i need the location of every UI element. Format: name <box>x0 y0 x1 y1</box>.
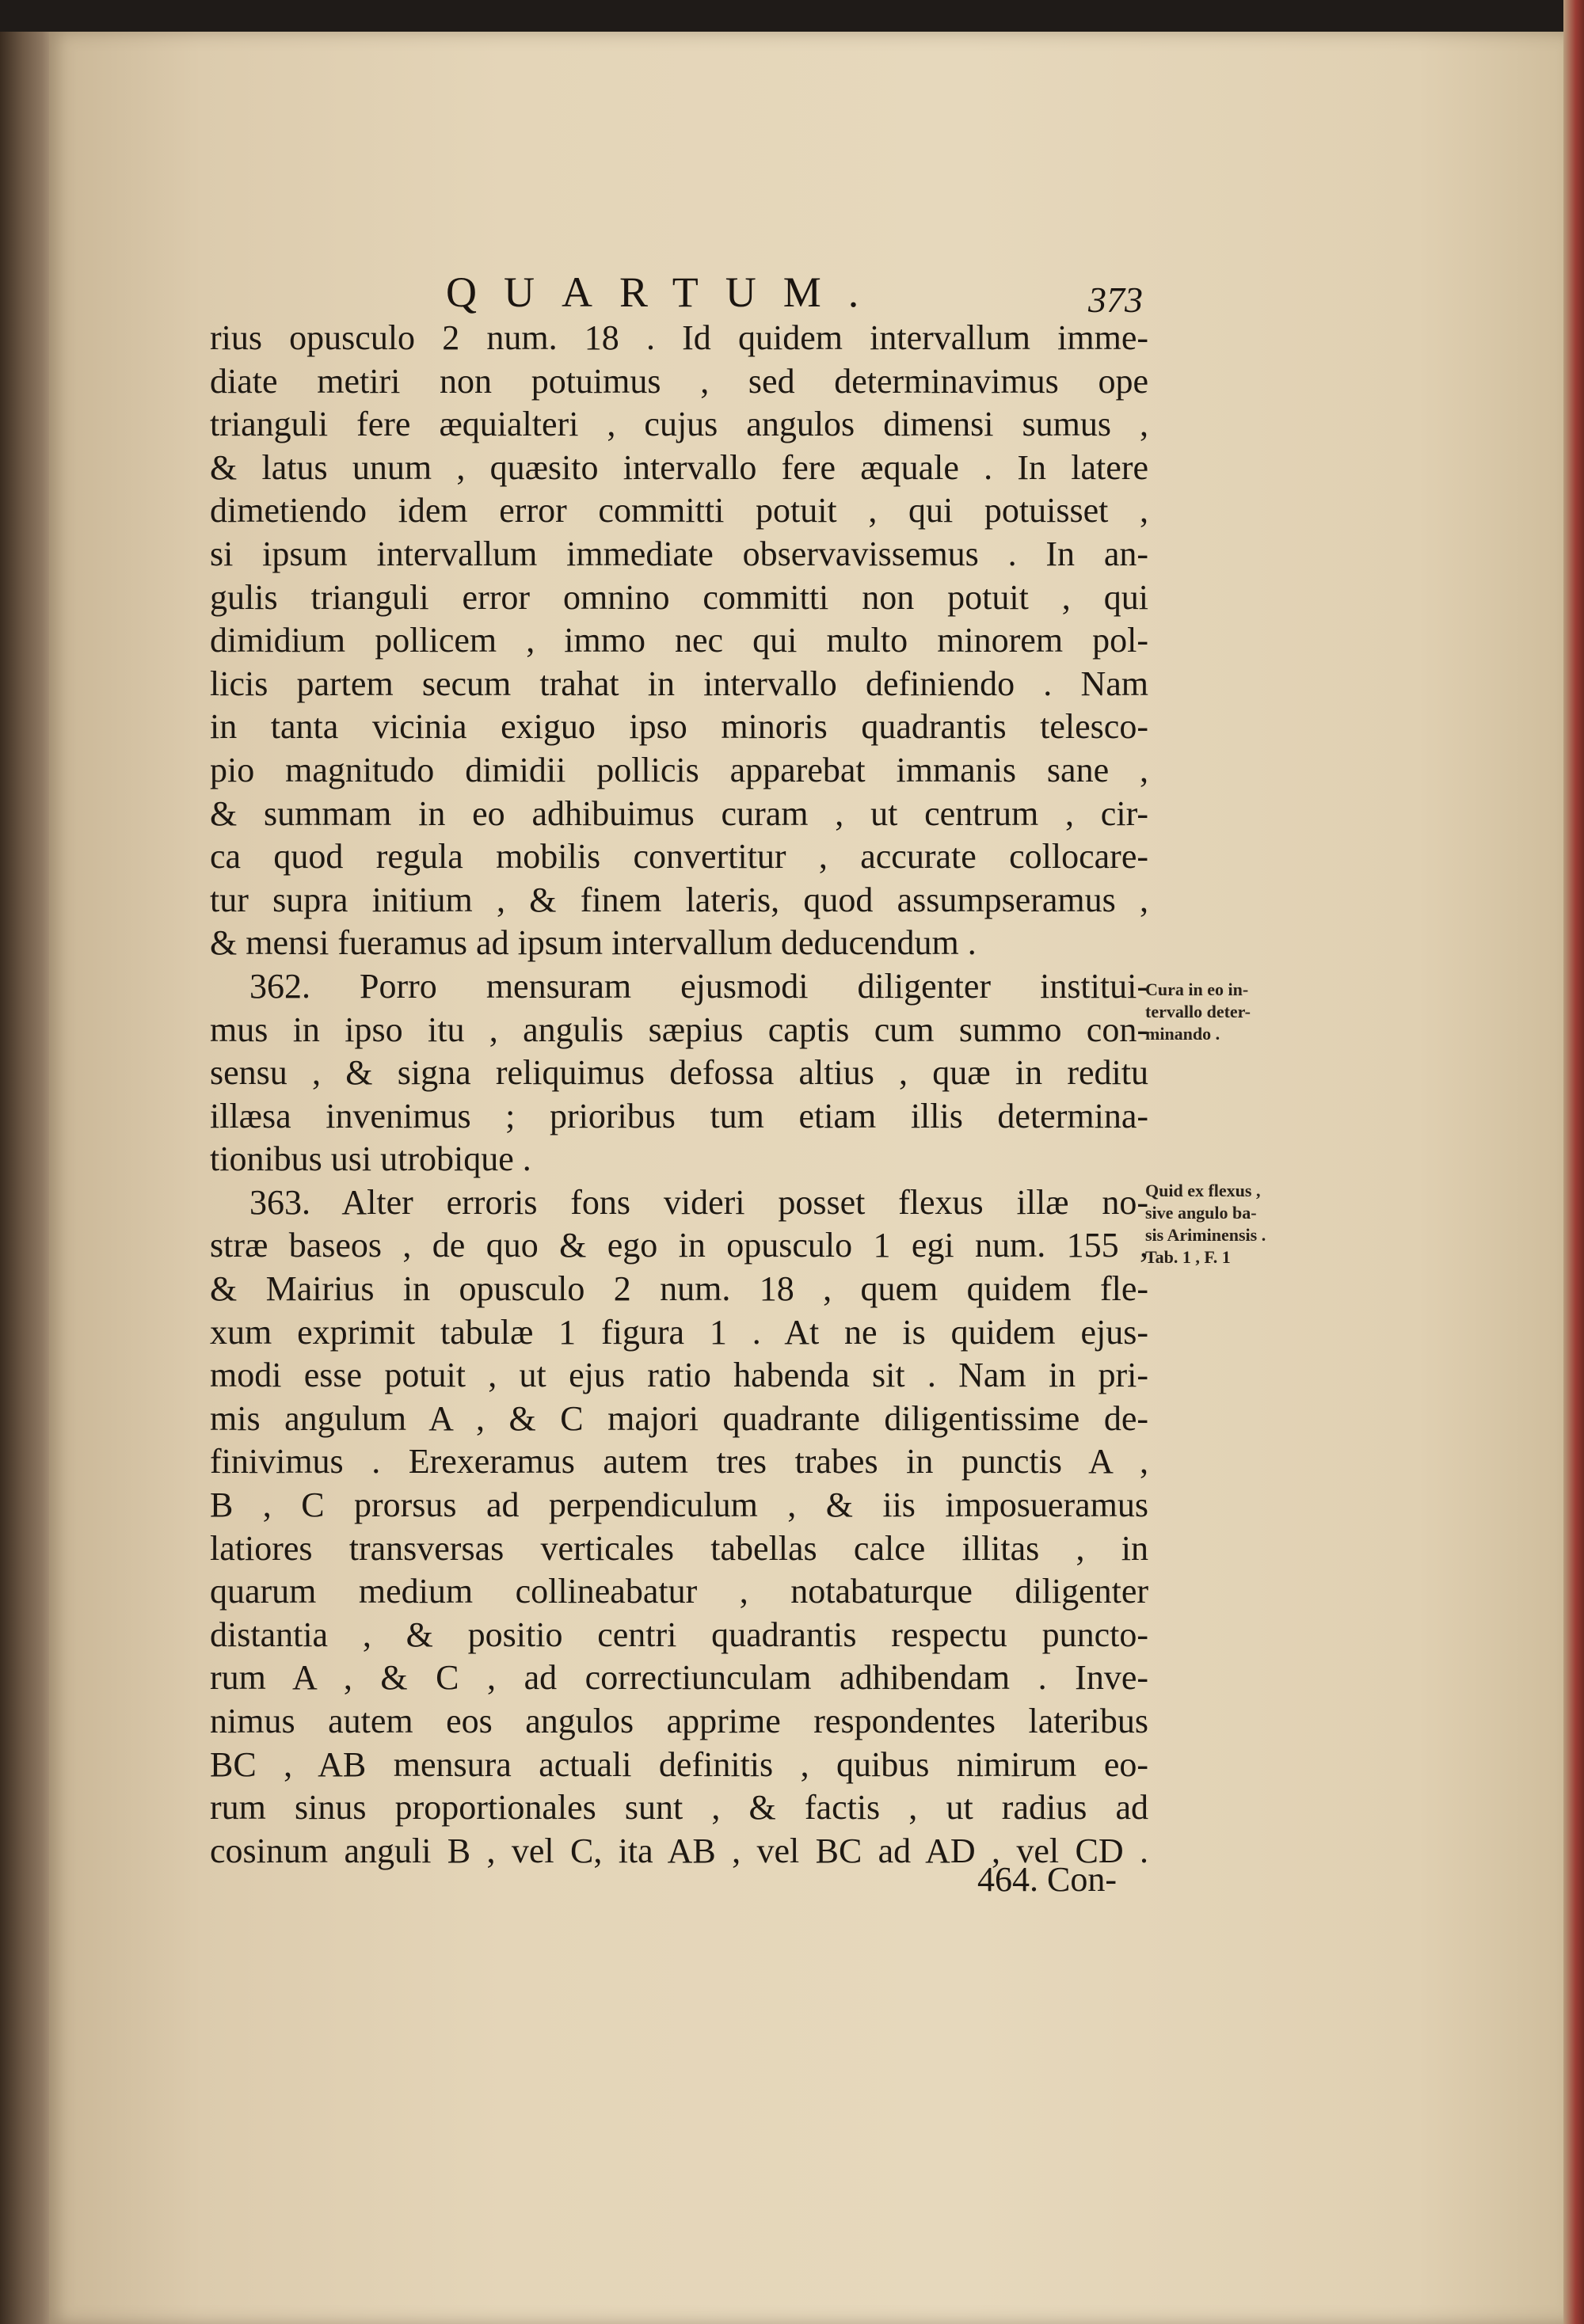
running-title: QUARTUM. <box>446 268 886 316</box>
note-line: sive angulo ba- <box>1145 1203 1257 1223</box>
text-line: tur supra initium , & finem lateris, quod assumpseramus , <box>210 880 1148 919</box>
text-line: in tanta vicinia exiguo ipso minoris quadrantis telesco- <box>210 707 1148 747</box>
book-top-edge <box>0 0 1584 32</box>
note-line: Cura in eo in- <box>1145 979 1249 999</box>
text-line: illæsa invenimus ; prioribus tum etiam illis determina- <box>210 1096 1148 1135</box>
text-line: si ipsum intervallum immediate observavissemus . In an- <box>210 534 1148 573</box>
text-line: & Mairius in opusculo 2 num. 18 , quem quidem fle- <box>210 1269 1148 1309</box>
text-line: BC , AB mensura actuali definitis , quibus nimirum eo- <box>210 1744 1148 1784</box>
text-line: stræ baseos , de quo & ego in opusculo 1 egi num. 155 , <box>210 1226 1148 1265</box>
page-red-edge <box>1563 0 1584 2324</box>
text-line: ca quod regula mobilis convertitur , accurate collocare- <box>210 837 1148 877</box>
main-text <box>210 317 1148 1873</box>
text-line: latiores transversas verticales tabellas calce illitas , in <box>210 1528 1148 1568</box>
book-binding <box>0 32 55 2324</box>
text-line: modi esse potuit , ut ejus ratio habenda sit . Nam in pri- <box>210 1356 1148 1395</box>
text-line: rius opusculo 2 num. 18 . Id quidem intervallum imme- <box>210 318 1148 357</box>
marginal-note <box>1145 1180 1327 1269</box>
text-line: licis partem secum trahat in intervallo definiendo . Nam <box>210 664 1148 703</box>
text-line: pio magnitudo dimidii pollicis apparebat immanis sane , <box>210 750 1148 789</box>
text-line: 362. Porro mensuram ejusmodi diligenter institui- <box>249 966 1148 1006</box>
note-line: Tab. 1 , F. 1 <box>1145 1247 1231 1267</box>
text-line: quarum medium collineabatur , notabaturque diligenter <box>210 1572 1148 1611</box>
text-line: nimus autem eos angulos apprime respondentes lateribus <box>210 1702 1148 1740</box>
text-line: trianguli fere æquialteri , cujus angulos dimensi sumus , <box>210 405 1148 444</box>
catchword: 464. Con- <box>977 1860 1117 1899</box>
text-line: gulis trianguli error omnino committi non potuit , qui <box>210 577 1148 617</box>
text-line: dimetiendo idem error committi potuit , qui potuisset , <box>210 491 1148 531</box>
text-line: cosinum anguli B , vel C, ita AB , vel BC ad AD , vel CD . <box>210 1831 1148 1870</box>
text-line: dimidium pollicem , immo nec qui multo minorem pol- <box>210 621 1148 660</box>
page-number: 373 <box>1088 280 1143 320</box>
text-line: 363. Alter erroris fons videri posset flexus illæ no- <box>249 1182 1148 1222</box>
note-line: minando . <box>1145 1024 1220 1044</box>
note-line: sis Ariminensis . <box>1145 1225 1266 1245</box>
text-line: finivimus . Erexeramus autem tres trabes in punctis A , <box>210 1442 1148 1482</box>
text-line: rum sinus proportionales sunt , & factis , ut radius ad <box>210 1788 1148 1828</box>
text-line: mus in ipso itu , angulis sæpius captis cum summo con- <box>210 1010 1148 1049</box>
text-line: mis angulum A , & C majori quadrante diligentissime de- <box>210 1398 1148 1438</box>
text-line: sensu , & signa reliquimus defossa altius , quæ in reditu <box>210 1053 1148 1093</box>
text-line: tionibus usi utrobique . <box>210 1139 531 1179</box>
text-line: & summam in eo adhibuimus curam , ut centrum , cir- <box>210 793 1148 833</box>
text-line: B , C prorsus ad perpendiculum , & iis imposueramus <box>210 1485 1148 1525</box>
marginal-note <box>1145 979 1327 1045</box>
text-line: diate metiri non potuimus , sed determinavimus ope <box>210 361 1148 401</box>
note-line: tervallo deter- <box>1145 1002 1251 1021</box>
text-line: & mensi fueramus ad ipsum intervallum deducendum . <box>210 923 977 963</box>
text-line: rum A , & C , ad correctiunculam adhibendam . Inve- <box>210 1658 1148 1698</box>
note-line: Quid ex flexus , <box>1145 1181 1261 1200</box>
text-line: distantia , & positio centri quadrantis respectu puncto- <box>210 1615 1148 1654</box>
text-line: xum exprimit tabulæ 1 figura 1 . At ne is quidem ejus- <box>210 1312 1148 1352</box>
text-line: & latus unum , quæsito intervallo fere æquale . In latere <box>210 447 1148 487</box>
